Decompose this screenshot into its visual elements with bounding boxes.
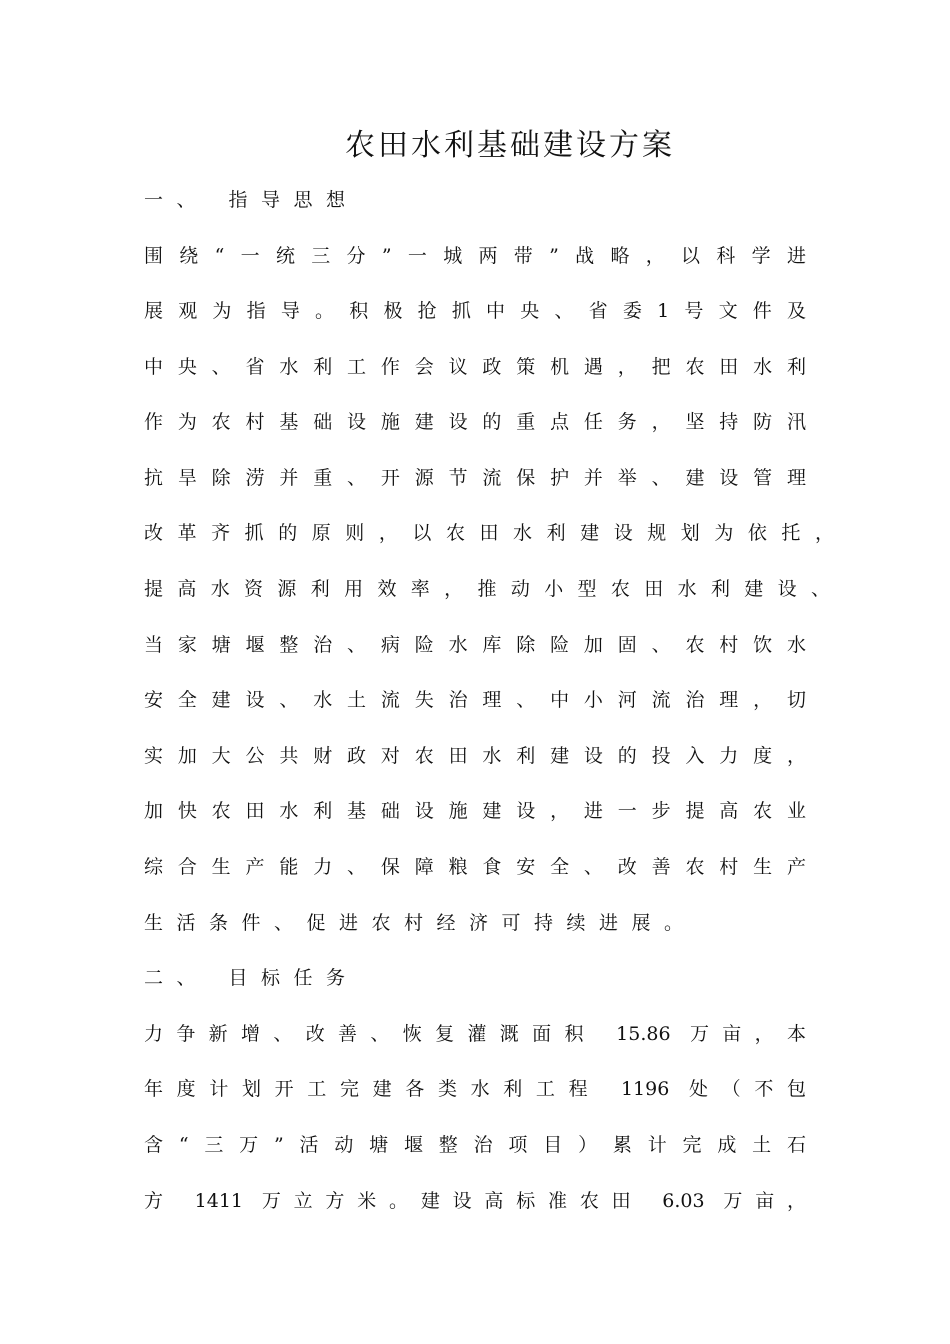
paragraph-line: 安全建设、水土流失治理、中小河流治理，切 [144,689,806,711]
paragraph-line: 抗旱除涝并重、开源节流保护并举、建设管理 [144,467,806,489]
paragraph-line: 展观为指导。积极抢抓中央、省委1号文件及 [144,300,806,322]
paragraph-line: 含“三万”活动塘堰整治项目）累计完成土石 [144,1134,806,1156]
paragraph-line: 综合生产能力、保障粮食安全、改善农村生产 [144,856,806,878]
paragraph-line: 生活条件、促进农村经济可持续进展。 [144,912,697,934]
paragraph-line: 围绕“一统三分”一城两带”战略，以科学进 [144,245,806,267]
paragraph-line: 加快农田水利基础设施建设，进一步提高农业 [144,800,806,822]
paragraph-line: 作为农村基础设施建设的重点任务，坚持防汛 [144,411,806,433]
paragraph-line: 年度计划开工完建各类水利工程 1196 处（不包 [144,1078,806,1100]
paragraph-line: 方 1411 万立方米。建设高标准农田 6.03 万亩， [144,1190,806,1212]
paragraph-line: 改革齐抓的原则，以农田水利建设规划为依托， [144,522,834,544]
paragraph-line: 实加大公共财政对农田水利建设的投入力度， [144,745,806,767]
section-heading-guiding-thought: 一、 指导思想 [144,189,359,211]
paragraph-line: 力争新增、改善、恢复灌溉面积 15.86 万亩，本 [144,1023,806,1045]
paragraph-line: 中央、省水利工作会议政策机遇，把农田水利 [144,356,806,378]
paragraph-line: 提高水资源利用效率，推动小型农田水利建设、 [144,578,830,600]
document-title: 农田水利基础建设方案 [345,128,675,163]
section-heading-targets: 二、 目标任务 [144,967,359,989]
paragraph-line: 当家塘堰整治、病险水库除险加固、农村饮水 [144,634,806,656]
